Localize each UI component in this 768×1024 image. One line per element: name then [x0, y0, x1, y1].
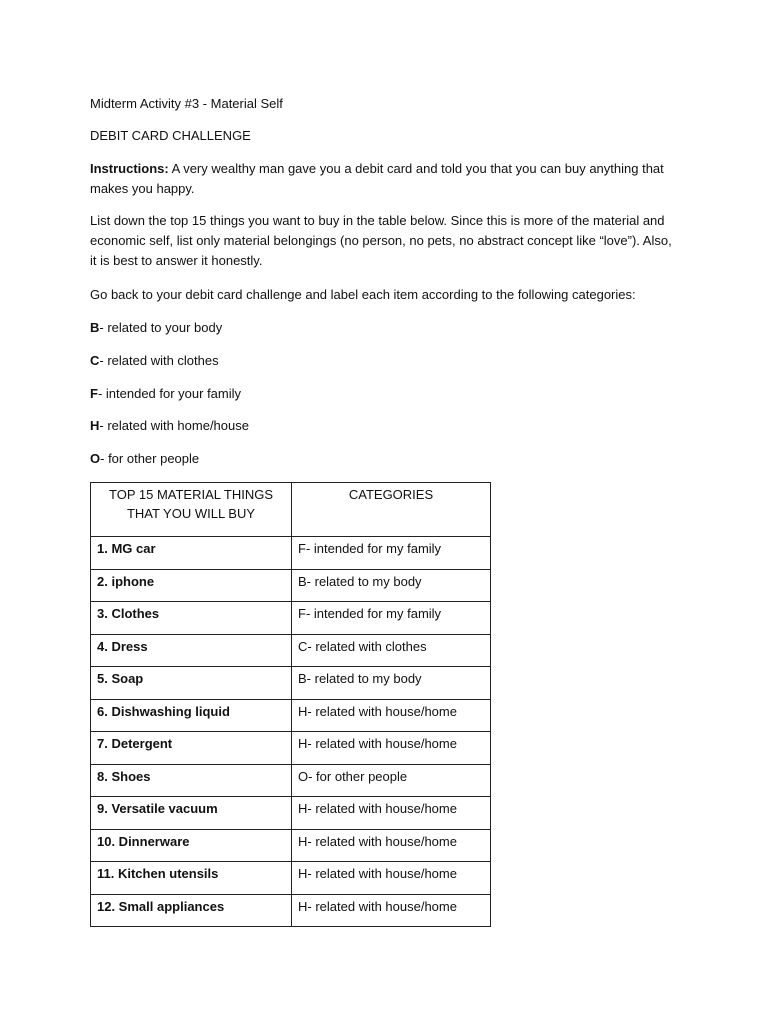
category-text: - related with clothes: [99, 353, 219, 368]
item-cell: 2. iphone: [91, 569, 292, 602]
table-row: [91, 862, 491, 895]
table-row: [91, 699, 491, 732]
category-cell: H- related with house/home: [292, 862, 491, 895]
item-cell: 12. Small appliances: [91, 894, 292, 927]
table-row: [91, 667, 491, 700]
item-cell: 11. Kitchen utensils: [91, 862, 292, 895]
go-back-paragraph: Go back to your debit card challenge and label each item according to the following categories:: [90, 287, 636, 302]
table-row: [91, 732, 491, 765]
item-cell: 3. Clothes: [91, 602, 292, 635]
category-c: [90, 351, 219, 371]
category-b: [90, 318, 222, 338]
category-cell: H- related with house/home: [292, 829, 491, 862]
category-code: O: [90, 451, 101, 466]
category-code: C: [90, 353, 100, 368]
category-text: - related to your body: [99, 320, 223, 335]
item-cell: 4. Dress: [91, 634, 292, 667]
category-cell: B- related to my body: [292, 667, 491, 700]
category-text: - for other people: [100, 451, 200, 466]
item-cell: 7. Detergent: [91, 732, 292, 765]
column-header-categories: CATEGORIES: [292, 483, 491, 537]
instructions-label: Instructions:: [90, 161, 169, 176]
category-cell: F- intended for my family: [292, 602, 491, 635]
item-cell: 1. MG car: [91, 537, 292, 570]
table-row: [91, 894, 491, 927]
list-paragraph: List down the top 15 things you want to buy in the table below. Since this is more of the material and economic self, list only material belongings (no person, no pets, no abstract concept like “love”). Also, it is best to answer it honestly.: [90, 213, 672, 268]
document-title: Midterm Activity #3 - Material Self: [90, 96, 283, 111]
table-row: [91, 634, 491, 667]
purchases-table: [90, 482, 491, 927]
category-cell: H- related with house/home: [292, 699, 491, 732]
item-cell: 10. Dinnerware: [91, 829, 292, 862]
table-row: [91, 569, 491, 602]
item-cell: 6. Dishwashing liquid: [91, 699, 292, 732]
instructions-text: A very wealthy man gave you a debit card and told you that you can buy anything that makes you happy.: [90, 161, 664, 196]
category-o: [90, 449, 199, 469]
category-f: [90, 384, 241, 404]
category-h: [90, 416, 249, 436]
column-header-items: TOP 15 MATERIAL THINGS THAT YOU WILL BUY: [91, 483, 292, 537]
table-row: [91, 829, 491, 862]
category-cell: B- related to my body: [292, 569, 491, 602]
category-code: B: [90, 320, 100, 335]
category-cell: H- related with house/home: [292, 894, 491, 927]
item-cell: 8. Shoes: [91, 764, 292, 797]
table-header-row: [91, 483, 491, 537]
item-cell: 9. Versatile vacuum: [91, 797, 292, 830]
instructions-paragraph: [90, 159, 680, 199]
table-row: [91, 537, 491, 570]
category-code: H: [90, 418, 100, 433]
document-subtitle: DEBIT CARD CHALLENGE: [90, 128, 251, 143]
category-text: - intended for your family: [97, 386, 242, 401]
table-row: [91, 797, 491, 830]
item-cell: 5. Soap: [91, 667, 292, 700]
table-row: [91, 602, 491, 635]
table-row: [91, 764, 491, 797]
category-cell: O- for other people: [292, 764, 491, 797]
category-text: - related with home/house: [99, 418, 249, 433]
category-code: F: [90, 386, 98, 401]
category-cell: H- related with house/home: [292, 732, 491, 765]
category-cell: F- intended for my family: [292, 537, 491, 570]
category-cell: H- related with house/home: [292, 797, 491, 830]
category-cell: C- related with clothes: [292, 634, 491, 667]
